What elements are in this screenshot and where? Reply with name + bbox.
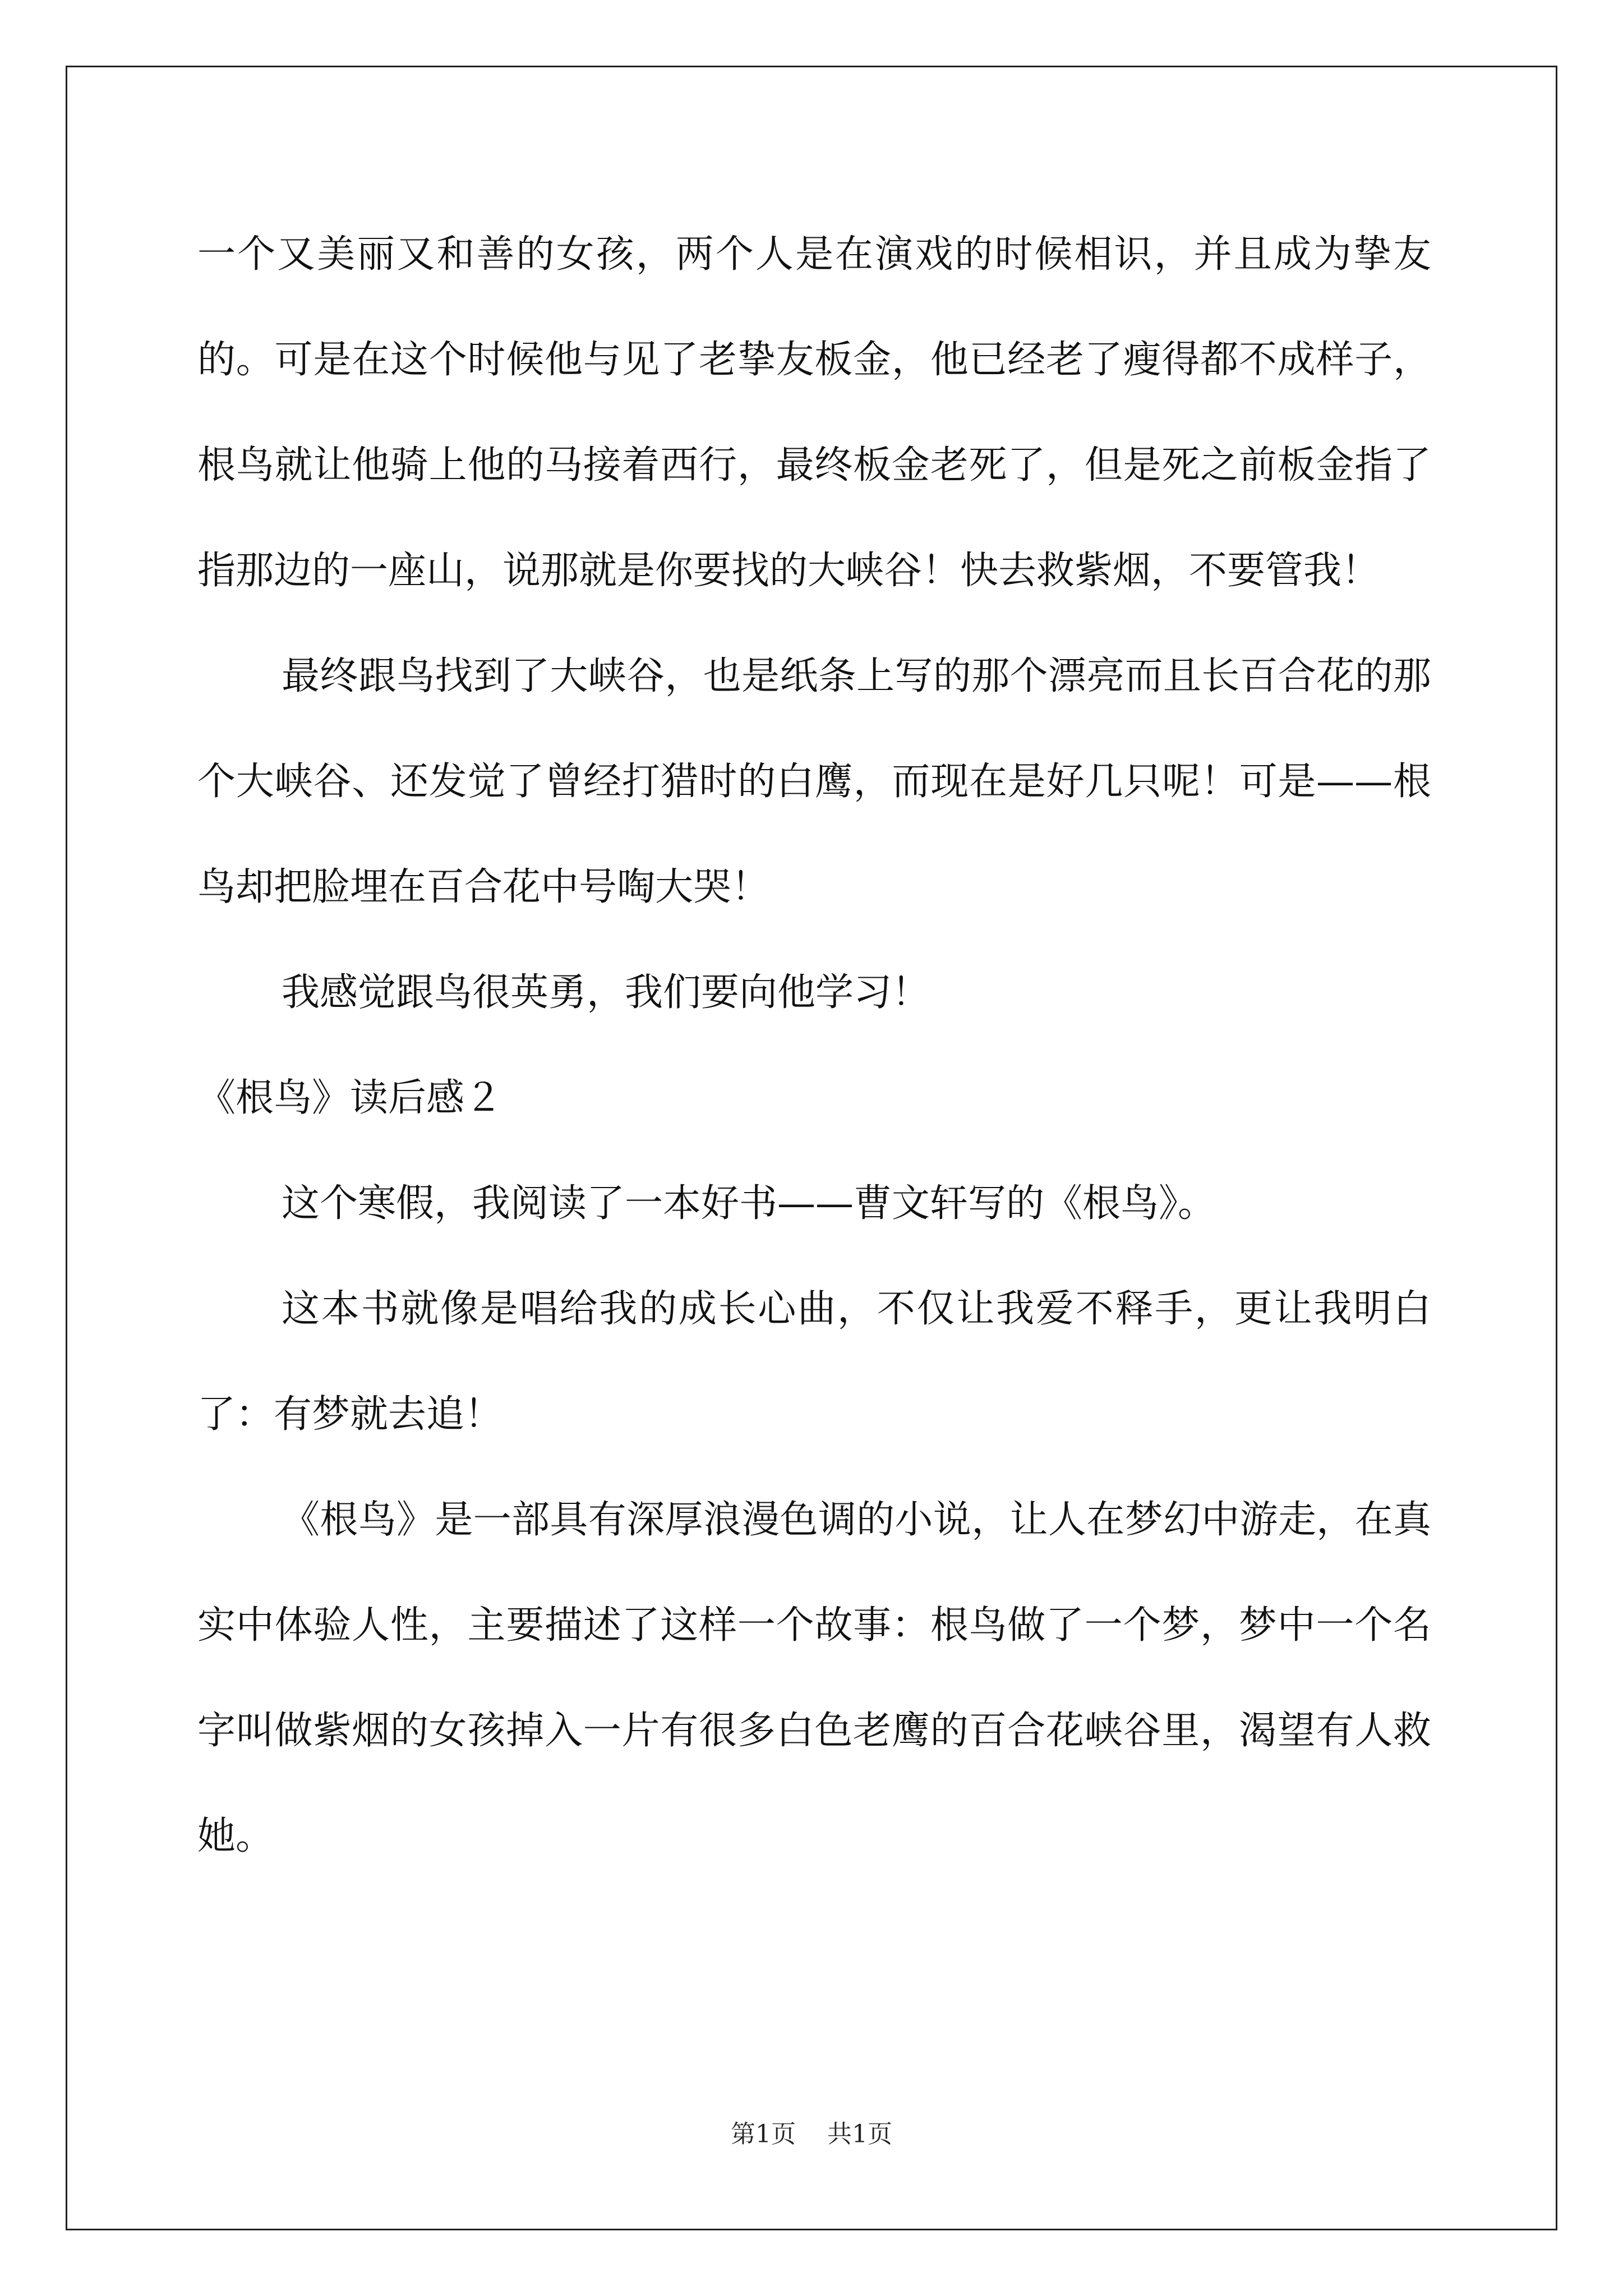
page-total: 共1页 xyxy=(827,2120,892,2148)
paragraph-growth: 这本书就像是唱给我的成长心曲，不仅让我爱不释手，更让我明白了：有梦就去追！ xyxy=(197,1287,1431,1437)
paragraph-continuation: 一个又美丽又和善的女孩，两个人是在演戏的时候相识，并且成为挚友的。可是在这个时候他与见了老挚友板金，他已经老了瘦得都不成样子，根鸟就让他骑上他的马接着西行，最终板金老死了，但是死之前板金指了指那边的一座山，说那就是你要找的大峡谷！快去救紫烟，不要管我！ xyxy=(197,232,1431,593)
document-body xyxy=(197,202,1431,1889)
paragraph-summary: 《根鸟》是一部具有深厚浪漫色调的小说，让人在梦幻中游走，在真实中体验人性，主要描述了这样一个故事：根鸟做了一个梦，梦中一个名字叫做紫烟的女孩掉入一片有很多白色老鹰的百合花峡谷里，渴望有人救她。 xyxy=(197,1498,1431,1858)
paragraph-conclusion: 我感觉跟鸟很英勇，我们要向他学习！ xyxy=(282,970,930,1015)
paragraph-intro: 这个寒假，我阅读了一本好书——曹文轩写的《根鸟》。 xyxy=(282,1181,1216,1226)
page-number: 第1页 xyxy=(731,2120,796,2148)
paragraph-canyon: 最终跟鸟找到了大峡谷，也是纸条上写的那个漂亮而且长百合花的那个大峡谷、还发觉了曾经打猎时的白鹰，而现在是好几只呢！可是——根鸟却把脸埋在百合花中号啕大哭！ xyxy=(197,654,1431,909)
page-footer xyxy=(0,2114,1623,2150)
section-heading: 《根鸟》读后感２ xyxy=(197,1076,503,1120)
